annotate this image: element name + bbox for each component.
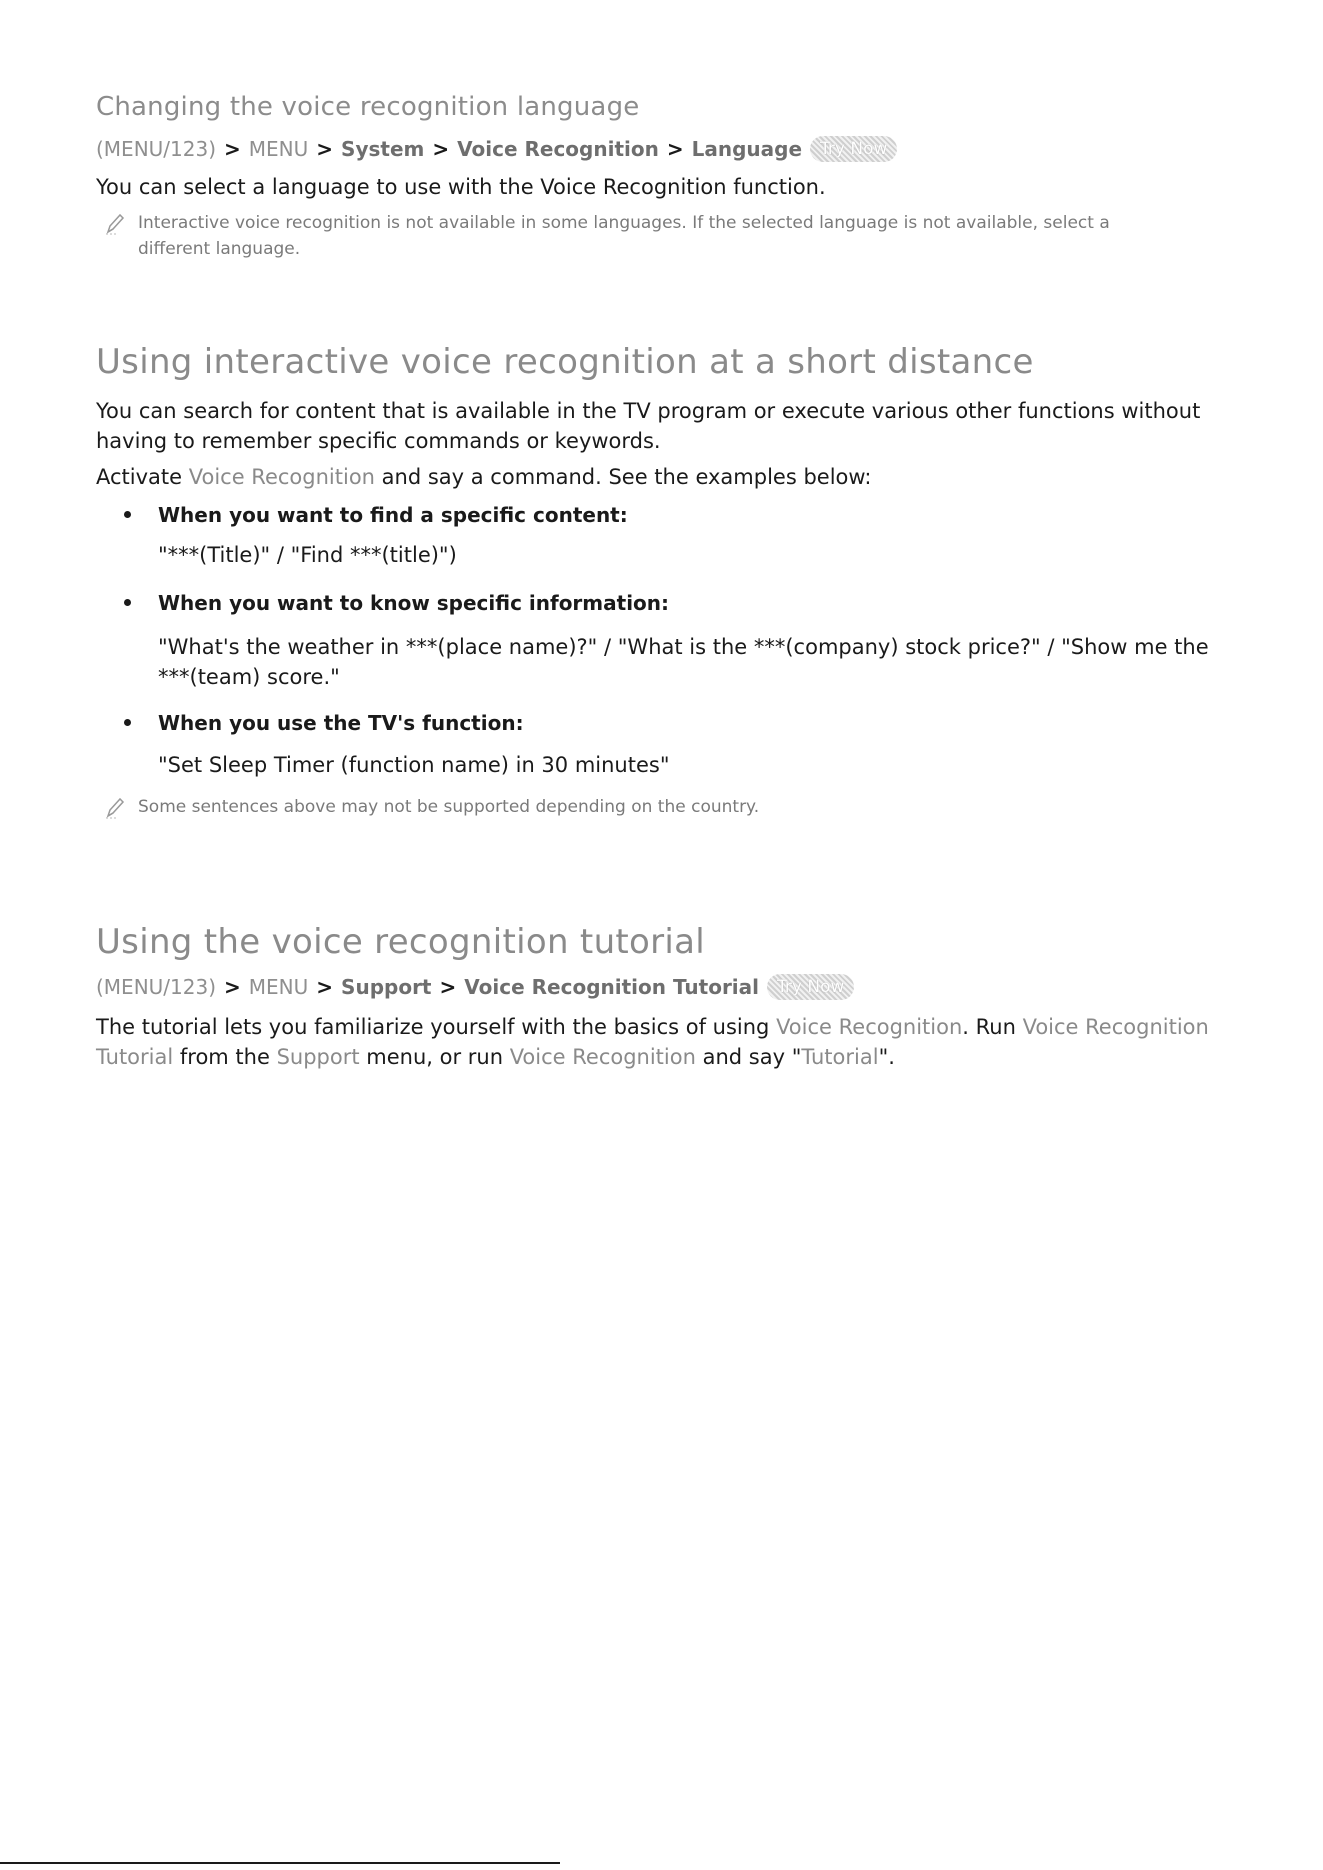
chevron-right-icon: > <box>439 975 457 999</box>
chevron-right-icon: > <box>432 137 450 161</box>
interactive-description: You can search for content that is available in the TV program or execute various other functions without having to remember specific commands or keywords. <box>96 399 1201 453</box>
path-item-menu123: (MENU/123) <box>96 975 217 999</box>
voice-recognition-link[interactable]: Voice Recognition <box>509 1045 696 1069</box>
chevron-right-icon: > <box>224 137 241 161</box>
path-item-menu: MENU <box>248 975 309 999</box>
footer-divider <box>0 1862 560 1864</box>
try-now-button[interactable]: Try Now <box>767 974 854 1000</box>
tutorial-text-3: from the <box>173 1045 277 1069</box>
note-interactive <box>96 794 1246 828</box>
tutorial-text-2: . Run <box>962 1015 1023 1039</box>
note-text-language: Interactive voice recognition is not available in some languages. If the selected language is not available, select a different language. <box>138 213 1110 259</box>
bullet-title: When you use the TV's function: <box>158 711 524 735</box>
chevron-right-icon: > <box>224 975 241 999</box>
chevron-right-icon: > <box>666 137 684 161</box>
tutorial-text-5: and say " <box>695 1045 802 1069</box>
tutorial-keyword: Tutorial <box>801 1045 879 1069</box>
menu-path-tutorial <box>96 974 1246 1000</box>
section-language <box>96 92 1246 262</box>
bullet-title: When you want to find a specific content: <box>158 503 628 527</box>
path-item-voice-recognition-tutorial: Voice Recognition Tutorial <box>464 975 760 999</box>
section-title-language: Changing the voice recognition language <box>96 92 640 122</box>
chevron-right-icon: > <box>316 975 334 999</box>
section-interactive <box>96 342 1246 828</box>
list-item <box>96 588 1246 692</box>
section-title-tutorial: Using the voice recognition tutorial <box>96 922 706 962</box>
tutorial-text-4: menu, or run <box>359 1045 510 1069</box>
path-item-menu123: (MENU/123) <box>96 137 217 161</box>
tutorial-text-1: The tutorial lets you familiarize yourself with the basics of using <box>96 1015 777 1039</box>
try-now-button[interactable]: Try Now <box>810 136 897 162</box>
voice-recognition-link[interactable]: Voice Recognition <box>188 465 375 489</box>
menu-path-language <box>96 136 1246 162</box>
bullet-body: "Set Sleep Timer (function name) in 30 minutes" <box>158 753 670 777</box>
path-item-voice-recognition: Voice Recognition <box>457 137 659 161</box>
path-item-menu: MENU <box>248 137 309 161</box>
bullet-body: "***(Title)" / "Find ***(title)") <box>158 543 457 567</box>
bullet-icon <box>124 511 131 518</box>
support-link[interactable]: Support <box>276 1045 360 1069</box>
bullet-body: "What's the weather in ***(place name)?" / "What is the ***(company) stock price?" / "Show me the ***(team) score." <box>158 635 1209 689</box>
bullet-title: When you want to know specific information: <box>158 591 670 615</box>
section-title-interactive: Using interactive voice recognition at a short distance <box>96 342 1034 382</box>
voice-recognition-tutorial-link[interactable]: Voice Recognition Tutorial <box>96 1015 1209 1069</box>
note-text-interactive: Some sentences above may not be supported depending on the country. <box>138 797 760 817</box>
section-tutorial <box>96 922 1246 1072</box>
bullet-icon <box>124 719 131 726</box>
activate-prefix: Activate <box>96 465 189 489</box>
interactive-activate-text <box>96 462 1246 492</box>
example-list <box>96 500 1246 780</box>
path-item-language: Language <box>691 137 803 161</box>
pencil-note-icon <box>104 796 138 828</box>
note-language <box>96 210 1246 262</box>
path-item-support: Support <box>341 975 432 999</box>
bullet-icon <box>124 599 131 606</box>
path-item-system: System <box>341 137 425 161</box>
list-item <box>96 708 1246 780</box>
pencil-note-icon <box>104 212 138 244</box>
list-item <box>96 500 1246 570</box>
activate-suffix: and say a command. See the examples below: <box>374 465 872 489</box>
tutorial-text-6: ". <box>878 1045 895 1069</box>
language-description: You can select a language to use with the Voice Recognition function. <box>96 175 826 199</box>
tutorial-description <box>96 1012 1246 1072</box>
voice-recognition-link[interactable]: Voice Recognition <box>776 1015 963 1039</box>
chevron-right-icon: > <box>316 137 334 161</box>
